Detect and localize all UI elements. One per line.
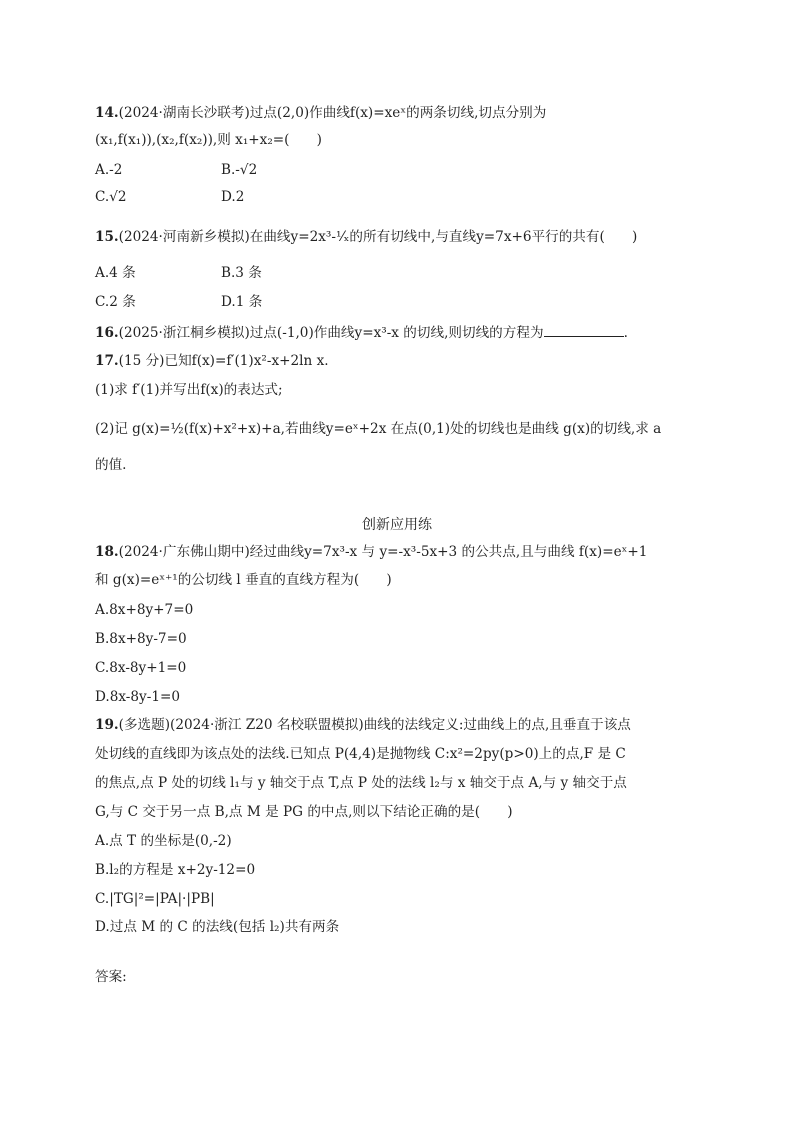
q18-option-c: C.8x-8y+1=0 — [95, 660, 187, 676]
q19-option-b: B.l₂的方程是 x+2y-12=0 — [95, 862, 256, 878]
q15-option-a: A.4 条 — [95, 265, 136, 281]
q16-line — [95, 323, 628, 342]
q15-option-c: C.2 条 — [95, 294, 136, 310]
q14-number: 14. — [95, 105, 119, 121]
q19-line2: 处切线的直线即为该点处的法线.已知点 P(4,4)是抛物线 C:x²=2py(p>0)上的点,F 是 C — [95, 746, 626, 762]
q15-text: (2024·河南新乡模拟)在曲线y=2x³-¹⁄ₓ的所有切线中,与直线y=7x+6平行的共有( ) — [118, 229, 638, 245]
q19-line1 — [95, 716, 631, 734]
q16-text: (2025·浙江桐乡模拟)过点(-1,0)作曲线y=x³-x 的切线,则切线的方程为 — [118, 325, 544, 341]
q19-option-c: C.|TG|²=|PA|·|PB| — [95, 891, 215, 907]
q14-option-c: C.√2 — [95, 189, 127, 205]
q18-line2: 和 g(x)=eˣ⁺¹的公切线 l 垂直的直线方程为( ) — [95, 572, 392, 588]
q19-option-d: D.过点 M 的 C 的法线(包括 l₂)共有两条 — [95, 919, 340, 935]
q18-text-line1: (2024·广东佛山期中)经过曲线y=7x³-x 与 y=-x³-5x+3 的公共点,且与曲线 f(x)=eˣ+1 — [118, 544, 648, 560]
q19-line4: G,与 C 交于另一点 B,点 M 是 PG 的中点,则以下结论正确的是( ) — [95, 804, 513, 820]
answer-label: 答案: — [95, 969, 127, 985]
q15-option-d: D.1 条 — [221, 294, 263, 310]
q14-option-d: D.2 — [221, 189, 245, 205]
q18-option-b: B.8x+8y-7=0 — [95, 631, 187, 647]
q19-option-a: A.点 T 的坐标是(0,-2) — [95, 833, 232, 849]
q16-number: 16. — [95, 325, 119, 341]
q19-number: 19. — [95, 717, 119, 733]
q14-line1 — [95, 104, 546, 122]
q17-line — [95, 352, 329, 370]
section-title: 创新应用练 — [362, 517, 432, 533]
q14-line2: (x₁,f(x₁)),(x₂,f(x₂)),则 x₁+x₂=( ) — [95, 132, 322, 148]
q17-part2-line1: (2)记 g(x)=½(f(x)+x²+x)+a,若曲线y=eˣ+2x 在点(0,1)处的切线也是曲线 g(x)的切线,求 a — [95, 421, 662, 437]
q19-line3: 的焦点,点 P 处的切线 l₁与 y 轴交于点 T,点 P 处的法线 l₂与 x 轴交于点 A,与 y 轴交于点 — [95, 775, 627, 791]
q17-number: 17. — [95, 353, 119, 369]
q18-line1 — [95, 543, 647, 561]
q15-option-b: B.3 条 — [221, 265, 262, 281]
q16-end: . — [623, 325, 628, 341]
q17-text: (15 分)已知f(x)=f′(1)x²-x+2ln x. — [118, 353, 329, 369]
q17-part1: (1)求 f′(1)并写出f(x)的表达式; — [95, 382, 283, 398]
q18-option-d: D.8x-8y-1=0 — [95, 689, 181, 705]
q16-answer-blank[interactable] — [544, 323, 624, 337]
q14-text-line1: (2024·湖南长沙联考)过点(2,0)作曲线f(x)=xeˣ的两条切线,切点分别为 — [118, 105, 547, 121]
q14-option-a: A.-2 — [95, 162, 123, 178]
q15-number: 15. — [95, 229, 119, 245]
q15-line — [95, 228, 637, 246]
q18-number: 18. — [95, 544, 119, 560]
q18-option-a: A.8x+8y+7=0 — [95, 602, 194, 618]
q14-option-b: B.-√2 — [221, 162, 258, 178]
q17-part2-line2: 的值. — [95, 457, 127, 473]
q19-text-line1: (多选题)(2024·浙江 Z20 名校联盟模拟)曲线的法线定义:过曲线上的点,且垂直于该点 — [118, 717, 631, 733]
